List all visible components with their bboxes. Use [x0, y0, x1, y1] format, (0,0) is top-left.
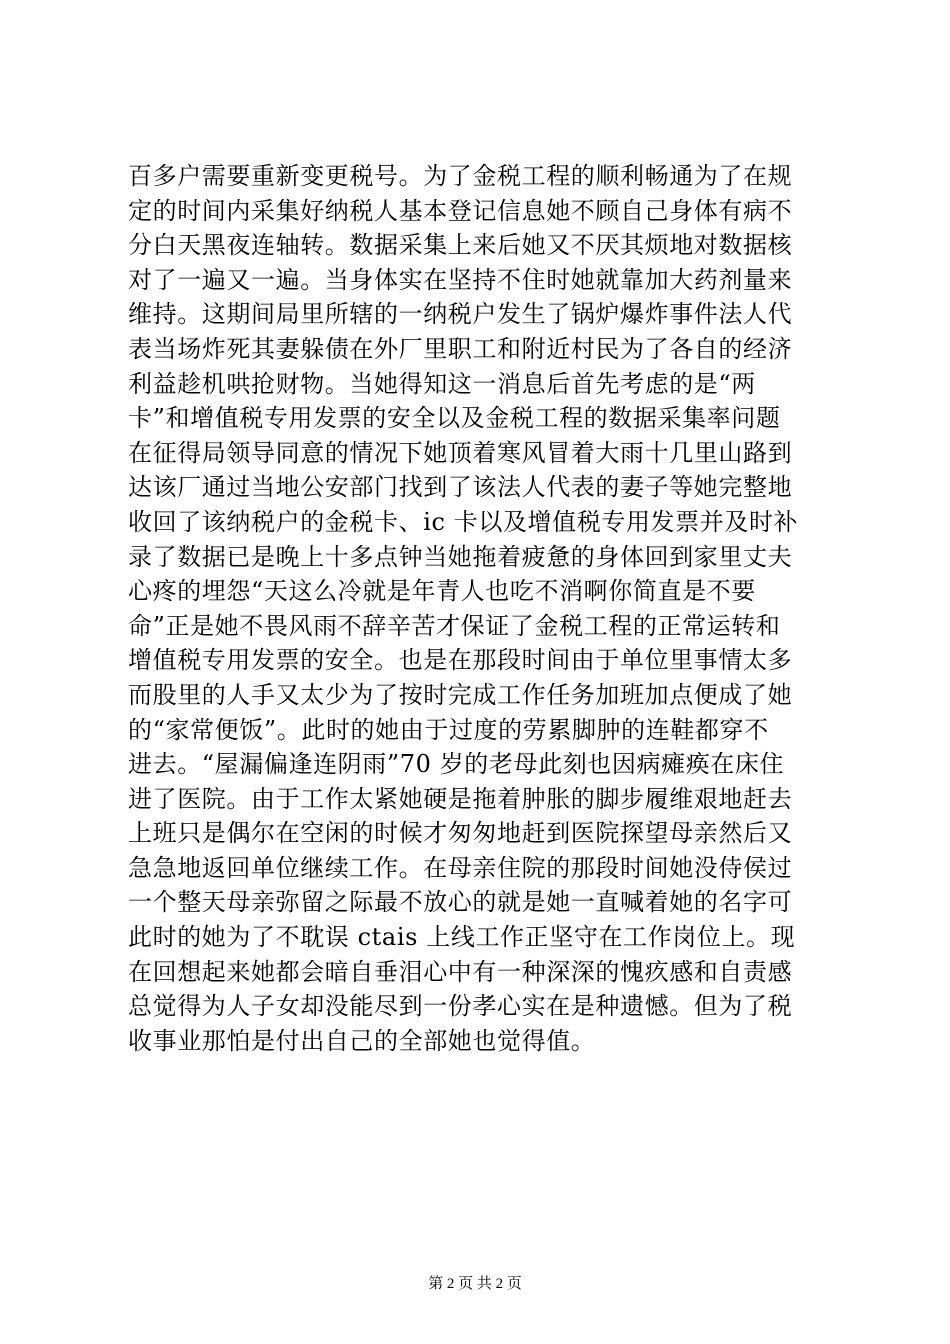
text-line: 卡”和增值税专用发票的安全以及金税工程的数据采集率问题: [128, 404, 781, 433]
text-line: 定的时间内采集好纳税人基本登记信息她不顾自己身体有病不: [128, 196, 793, 225]
text-line: 对了一遍又一遍。当身体实在坚持不住时她就靠加大药剂量来: [128, 265, 793, 294]
text-line: 表当场炸死其妻躲债在外厂里职工和附近村民为了各自的经济: [128, 334, 793, 363]
text-line: 在征得局领导同意的情况下她顶着寒风冒着大雨十几里山路到: [128, 438, 793, 467]
text-line: 心疼的埋怨“天这么冷就是年青人也吃不消啊你简直是不要: [128, 577, 756, 606]
text-line: 分白天黑夜连轴转。数据采集上来后她又不厌其烦地对数据核: [128, 231, 793, 260]
text-line: 收事业那怕是付出自己的全部她也觉得值。: [128, 1026, 596, 1055]
text-line: 在回想起来她都会暗自垂泪心中有一种深深的愧疚感和自责感: [128, 957, 793, 986]
text-line: 百多户需要重新变更税号。为了金税工程的顺利畅通为了在规: [128, 162, 793, 190]
text-line: 的“家常便饭”。此时的她由于过度的劳累脚肿的连鞋都穿不: [128, 715, 769, 744]
page-number: 第 2 页 共 2 页: [428, 1276, 522, 1292]
text-line: 一个整天母亲弥留之际最不放心的就是她一直喊着她的名字可: [128, 888, 793, 917]
text-line: 利益趁机哄抢财物。当她得知这一消息后首先考虑的是“两: [128, 369, 756, 398]
page-footer: [0, 1272, 950, 1293]
text-line: 命”正是她不畏风雨不辞辛苦才保证了金税工程的正常运转和: [128, 611, 781, 640]
text-line: 增值税专用发票的安全。也是在那段时间由于单位里事情太多: [128, 646, 793, 675]
text-line: 总觉得为人子女却没能尽到一份孝心实在是种遗憾。但为了税: [128, 992, 793, 1021]
text-line: 而股里的人手又太少为了按时完成工作任务加班加点便成了她: [128, 680, 793, 709]
text-line: 急急地返回单位继续工作。在母亲住院的那段时间她没侍侯过: [128, 853, 793, 882]
text-line: 收回了该纳税户的金税卡、ic 卡以及增值税专用发票并及时补: [128, 507, 799, 536]
text-line: 达该厂通过当地公安部门找到了该法人代表的妻子等她完整地: [128, 473, 793, 502]
body-text: [128, 159, 828, 1058]
text-line: 上班只是偶尔在空闲的时候才匆匆地赶到医院探望母亲然后又: [128, 819, 793, 848]
text-line: 此时的她为了不耽误 ctais 上线工作正坚守在工作岗位上。现: [128, 923, 796, 952]
text-line: 进了医院。由于工作太紧她硬是拖着肿胀的脚步履维艰地赶去: [128, 784, 793, 813]
text-line: 录了数据已是晚上十多点钟当她拖着疲惫的身体回到家里丈夫: [128, 542, 793, 571]
text-line: 进去。“屋漏偏逢连阴雨”70 岁的老母此刻也因病瘫痪在床住: [128, 750, 785, 779]
text-line: 维持。这期间局里所辖的一纳税户发生了锅炉爆炸事件法人代: [128, 300, 793, 329]
